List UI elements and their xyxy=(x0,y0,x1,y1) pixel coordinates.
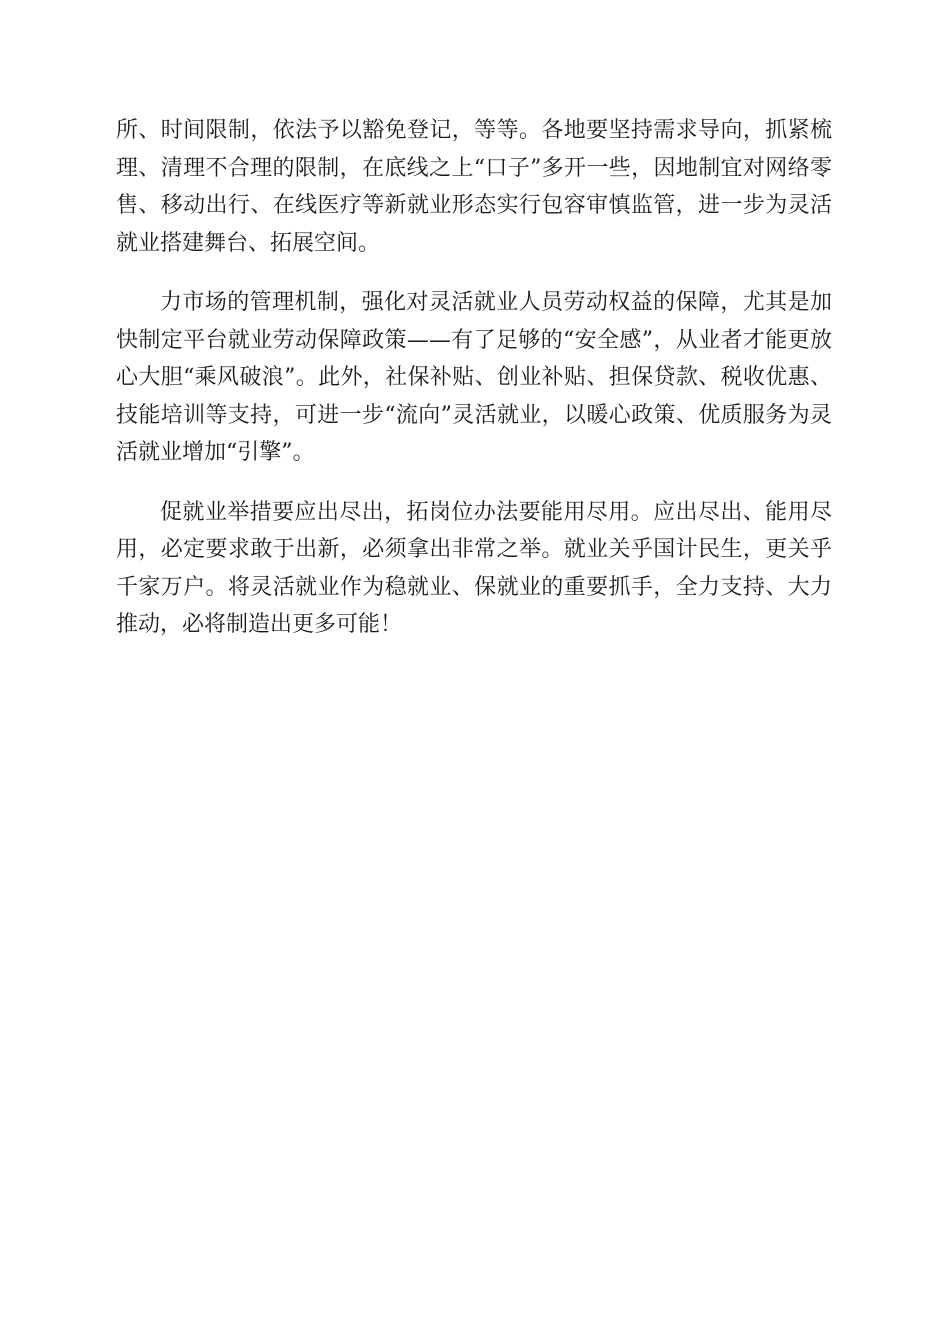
paragraph-1: 所、时间限制，依法予以豁免登记，等等。各地要坚持需求导向，抓紧梳理、清理不合理的限制，在底线之上“口子”多开一些，因地制宜对网络零售、移动出行、在线医疗等新就业形态实行包容审慎监管，进一步为灵活就业搭建舞台、拓展空间。 xyxy=(116,118,832,256)
paragraph-2: 力市场的管理机制，强化对灵活就业人员劳动权益的保障，尤其是加快制定平台就业劳动保障政策——有了足够的“安全感”，从业者才能更放心大胆“乘风破浪”。此外，社保补贴、创业补贴、担保贷款、税收优惠、技能培训等支持，可进一步“流向”灵活就业，以暖心政策、优质服务为灵活就业增加“引擎”。 xyxy=(116,290,832,465)
paragraph-3: 促就业举措要应出尽出，拓岗位办法要能用尽用。应出尽出、能用尽用，必定要求敢于出新，必须拿出非常之举。就业关乎国计民生，更关乎千家万户。将灵活就业作为稳就业、保就业的重要抓手，全力支持、大力推动，必将制造出更多可能！ xyxy=(116,499,832,637)
document-body xyxy=(116,112,832,644)
